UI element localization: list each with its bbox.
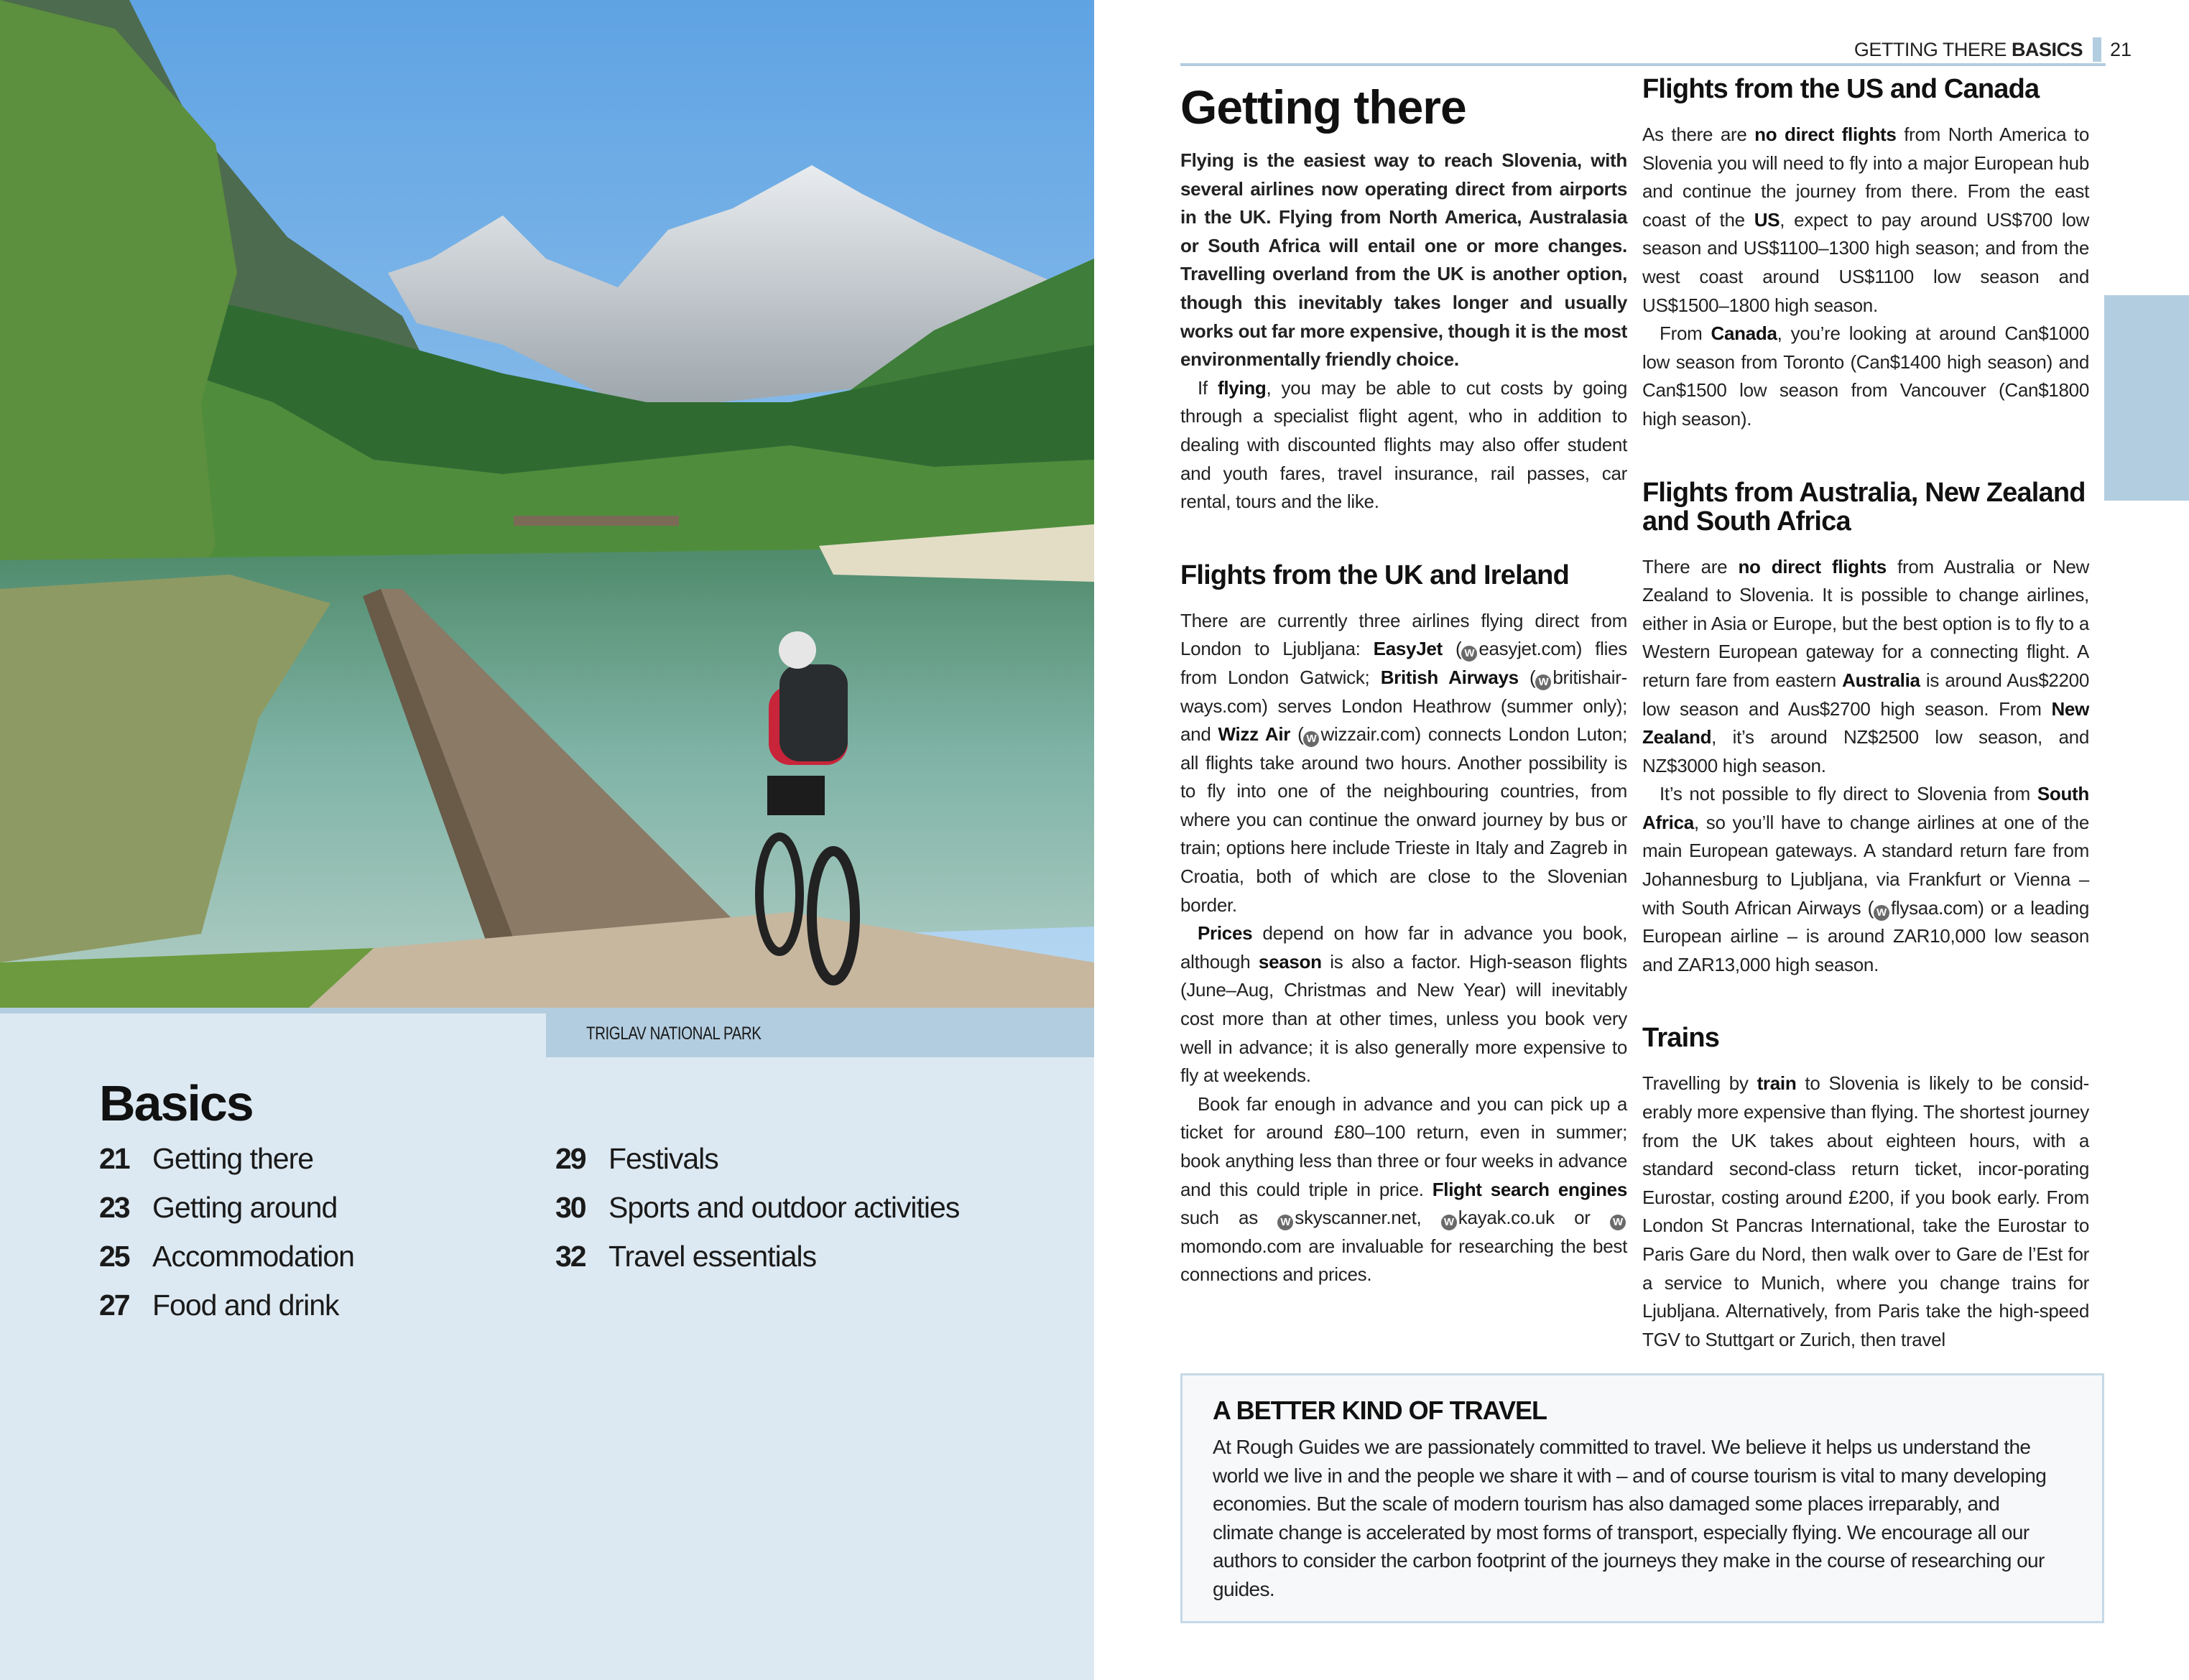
text-run: It’s not possible to fly direct to Slovenia from <box>1660 783 2037 805</box>
bold-run: Australia <box>1842 669 1920 691</box>
bold-run: season <box>1258 950 1322 973</box>
toc-label: Getting there <box>152 1142 314 1175</box>
text-run: Travelling by <box>1642 1072 1757 1095</box>
text-run: From <box>1660 322 1711 345</box>
text-run: As there are <box>1642 124 1755 145</box>
text-run: ) or a leading European airline – is around ZAR10,000 low season and ZAR13,000 high season. <box>1642 896 2089 975</box>
text-run: , so you’ll have to change airlines at one of the main European gateways. A standard return fare from Johannesburg to Ljubljana, via Frankfurt or Vienna – with South African Airways ( <box>1642 811 2089 919</box>
text-run: is around Aus$2200 low season and Aus$2700 high season. From <box>1642 669 2089 720</box>
toc-column-1 <box>99 1142 354 1337</box>
text-run: , <box>1416 1207 1441 1229</box>
bold-run: train <box>1757 1072 1797 1095</box>
intro-paragraph <box>1180 374 1627 516</box>
aus-paragraph-1 <box>1642 553 2089 781</box>
text-run: ) serves London Heathrow (summer only); and <box>1180 695 1627 746</box>
toc-page-number: 21 <box>99 1142 129 1175</box>
toc-item[interactable] <box>99 1142 354 1191</box>
web-icon: W <box>1303 731 1319 747</box>
bold-run: Canada <box>1711 322 1777 345</box>
text-column-left <box>1180 72 1627 1289</box>
running-head-chapter: BASICS <box>2011 38 2083 60</box>
heading-us-canada: Flights from the US and Canada <box>1642 74 2040 104</box>
text-run: , you may be able to cut costs by going through a specialist flight agent, who in addition to dealing with discounted flights may also offer student and youth fares, travel insurance, rail passes, car rental, tours and the like. <box>1180 376 1627 513</box>
photo-caption: TRIGLAV NATIONAL PARK <box>586 1024 762 1044</box>
text-run: are invaluable for researching the best connections and prices. <box>1180 1235 1627 1286</box>
bold-run: US <box>1754 208 1780 231</box>
toc-label: Accommodation <box>152 1240 354 1273</box>
running-head-section <box>1854 39 2083 61</box>
text-run: There are currently three airlines flying direct from London to Ljubljana: <box>1180 609 1627 660</box>
lede-paragraph: Flying is the easiest way to reach Slovenia, with several airlines now operating direct from airports in the UK. Flying from North America, Australasia or South Africa will entail one or more changes. Travelling overland from the UK is another option, though this inevitably takes longer and usually works out far more expensive, though it is the most environmentally friendly choice. <box>1180 149 1627 371</box>
aus-paragraph-2 <box>1642 780 2089 979</box>
bold-run: New Zealand <box>1642 697 2089 748</box>
photo-caption-box <box>546 1008 1094 1057</box>
text-run: ) flies from London Gatwick; <box>1180 638 1627 688</box>
link-wizz-air[interactable]: wizzair.com <box>1320 723 1415 746</box>
page-title: Getting there <box>1180 80 1466 134</box>
box-body: At Rough Guides we are passionately committed to travel. We believe it helps us understand the world we live in and the people we share it with – and of course tourism is vital to many developing economies. But the scale of modern tourism has also damaged some places irreparably, and climate change is accelerated by most forms of transport, especially flying. We encourage all our authors to consider the carbon footprint of the journeys they make in the course of researching our guides. <box>1213 1436 2047 1600</box>
bold-run: Prices <box>1198 922 1253 945</box>
text-run: such as <box>1180 1207 1278 1229</box>
heading-uk-ireland: Flights from the UK and Ireland <box>1180 560 1570 590</box>
link-easyjet[interactable]: easyjet.com <box>1478 638 1576 660</box>
running-head <box>1854 37 2132 62</box>
toc-label: Travel essentials <box>608 1240 817 1273</box>
text-run: There are <box>1642 555 1739 577</box>
web-icon: W <box>1277 1215 1293 1230</box>
text-run: from Australia or New Zealand to Slovenia. It is possible to change airlines, either in Asia or Europe, but the best option is to fly to a Western European gateway for a connecting flight. A return fare from eastern <box>1642 555 2089 691</box>
text-run: ) connects London Luton; all flights take around two hours. Another possibility is to fly into one of the neighbouring countries, from where you can continue the onward journey by bus or train; options here include Trieste in Italy and Zagreb in Croatia, both of which are close to the Slovenian border. <box>1180 723 1627 916</box>
toc-label: Festivals <box>608 1142 718 1175</box>
bold-run: no direct flights <box>1738 555 1887 577</box>
web-icon: W <box>1874 905 1889 921</box>
text-column-right <box>1642 72 2089 1354</box>
web-icon: W <box>1441 1215 1457 1230</box>
text-run: or <box>1554 1207 1610 1229</box>
airline-british-airways: British Airways <box>1380 666 1519 688</box>
toc-item[interactable] <box>555 1142 959 1191</box>
link-flysaa[interactable]: flysaa.com <box>1890 896 1979 919</box>
page-number: 21 <box>2109 38 2132 60</box>
toc-page-number: 29 <box>555 1142 586 1175</box>
toc-item[interactable] <box>555 1191 959 1240</box>
header-rule <box>1180 63 2106 66</box>
toc-label: Food and drink <box>152 1289 339 1322</box>
box-title: A BETTER KIND OF TRAVEL <box>1213 1396 1547 1425</box>
toc-item[interactable] <box>99 1240 354 1289</box>
link-british-airways[interactable]: britishair-ways.com <box>1180 666 1627 717</box>
better-travel-box <box>1180 1373 2104 1623</box>
toc-page-number: 23 <box>99 1191 129 1224</box>
airline-wizz-air: Wizz Air <box>1218 723 1291 746</box>
toc-column-2 <box>555 1142 959 1289</box>
toc-label: Getting around <box>152 1191 338 1224</box>
web-icon: W <box>1535 674 1551 690</box>
toc-page-number: 27 <box>99 1289 129 1322</box>
chapter-title: Basics <box>99 1075 253 1131</box>
far-bridge <box>514 516 679 526</box>
toc-item[interactable] <box>99 1191 354 1240</box>
text-run: Book far enough in advance and you can pick up a ticket for around £80–100 return, even in summer; book anything less than three or four weeks in advance and this could triple in price. <box>1180 1092 1627 1200</box>
right-page <box>1094 0 2189 1680</box>
running-head-section-name: GETTING THERE <box>1854 38 2007 60</box>
text-run: from North America to Slovenia you will need to fly into a major European hub and continue the journey from there. From the east coast of the <box>1642 124 2089 231</box>
heading-trains: Trains <box>1642 1023 1720 1054</box>
toc-page-number: 30 <box>555 1191 586 1224</box>
landscape-photo <box>0 0 1094 1008</box>
text-run: to Slovenia is likely to be consid-erably more expensive than flying. The shortest journey from the UK takes about eighteen hours, with a standard second-class return ticket, incor-porating Eurostar, costing around £200, if you book early. From London St Pancras International, take the Eurostar to Paris Gare du Nord, then walk over to Gare de l’Est for a service to Munich, where you change trains for Ljubljana. Alternatively, from Paris take the high-speed TGV to Stuttgart or Zurich, then travel <box>1642 1072 2090 1350</box>
bold-run: Flight search engines <box>1432 1178 1627 1200</box>
web-icon: W <box>1461 646 1477 662</box>
toc-item[interactable] <box>555 1240 959 1289</box>
uk-paragraph-1 <box>1180 607 1627 920</box>
chapter-thumb-tab <box>2104 295 2189 501</box>
uk-paragraph-2 <box>1180 919 1627 1090</box>
bold-run: flying <box>1217 376 1267 399</box>
left-page <box>0 0 1094 1680</box>
link-kayak[interactable]: kayak.co.uk <box>1458 1207 1555 1229</box>
trains-paragraph-1 <box>1642 1069 2089 1354</box>
text-run: , it’s around NZ$2500 low season, and NZ$3000 high season. <box>1642 726 2089 776</box>
toc-page-number: 32 <box>555 1240 586 1273</box>
uk-paragraph-3 <box>1180 1090 1627 1289</box>
running-head-marker <box>2093 37 2101 62</box>
heading-australia-nz-sa: Flights from Australia, New Zealand and South Africa <box>1642 477 2086 537</box>
bold-run: no direct flights <box>1754 124 1897 145</box>
bold-run: South Africa <box>1642 783 2089 833</box>
text-run: depend on how far in advance you book, although <box>1180 922 1627 973</box>
airline-easyjet: EasyJet <box>1373 638 1443 660</box>
text-run: , you’re looking at around Can$1000 low season from Toronto (Can$1400 high season) and Can$1500 low season from Vancouver (Can$1800 high season). <box>1642 322 2089 430</box>
link-skyscanner[interactable]: skyscanner.net <box>1295 1207 1417 1229</box>
text-run: ( <box>1518 666 1536 688</box>
photo-triglav-national-park <box>0 0 1094 1008</box>
us-paragraph-2 <box>1642 320 2089 433</box>
web-icon: W <box>1610 1215 1626 1230</box>
toc-label: Sports and outdoor activities <box>608 1191 960 1224</box>
text-run: ( <box>1290 723 1304 746</box>
text-run: ( <box>1442 638 1462 660</box>
text-run: is also a factor. High-season flights (June–Aug, Christmas and New Year) will inevitably cost more than at other times, unless you book very well in advance; it is also generally more expensive to fly at weekends. <box>1180 950 1627 1087</box>
link-momondo[interactable]: momondo.com <box>1180 1235 1302 1257</box>
toc-page-number: 25 <box>99 1240 129 1273</box>
toc-item[interactable] <box>99 1289 354 1337</box>
text-run: If <box>1198 376 1218 399</box>
us-paragraph-1 <box>1642 121 2089 320</box>
text-run: , expect to pay around US$700 low season and US$1100–1300 high season; and from the west coast around US$1100 low season and US$1500–1800 high season. <box>1642 208 2089 316</box>
